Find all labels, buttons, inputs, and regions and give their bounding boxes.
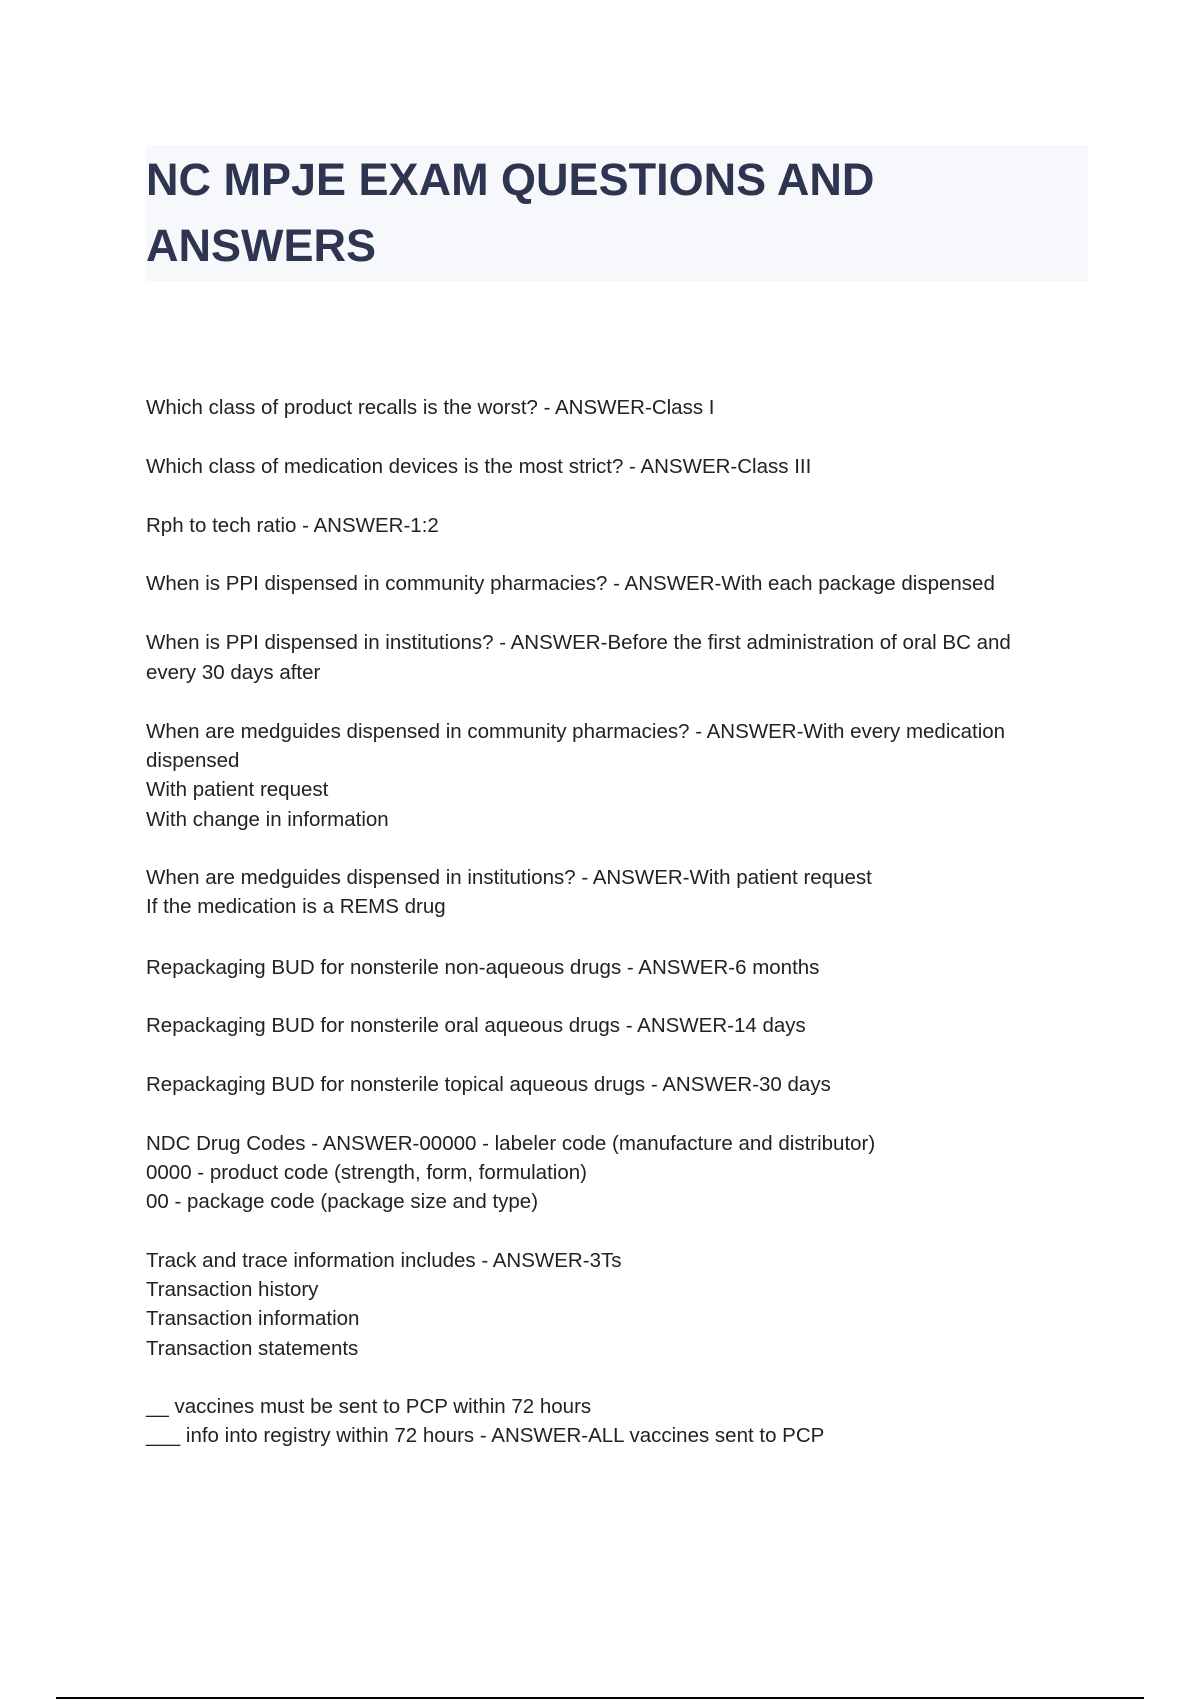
qa-line-medguide-institutions: When are medguides dispensed in institutions? - ANSWER-With patient request bbox=[146, 866, 872, 889]
qa-line-continuation: every 30 days after bbox=[146, 661, 321, 684]
qa-line-continuation: ___ info into registry within 72 hours - ANSWER-ALL vaccines sent to PCP bbox=[146, 1424, 825, 1447]
qa-line-continuation: With change in information bbox=[146, 808, 389, 831]
qa-line-ndc-codes: NDC Drug Codes - ANSWER-00000 - labeler code (manufacture and distributor) bbox=[146, 1132, 876, 1155]
qa-line-bud-topical-aqueous: Repackaging BUD for nonsterile topical aqueous drugs - ANSWER-30 days bbox=[146, 1073, 831, 1096]
qa-line-continuation: 00 - package code (package size and type) bbox=[146, 1190, 539, 1213]
qa-line-continuation: 0000 - product code (strength, form, formulation) bbox=[146, 1161, 587, 1184]
document-title-line-2: ANSWERS bbox=[146, 220, 377, 271]
qa-line-continuation: Transaction history bbox=[146, 1278, 319, 1301]
qa-line-track-trace: Track and trace information includes - ANSWER-3Ts bbox=[146, 1249, 622, 1272]
qa-line-bud-oral-aqueous: Repackaging BUD for nonsterile oral aqueous drugs - ANSWER-14 days bbox=[146, 1014, 806, 1037]
qa-line-continuation: Transaction information bbox=[146, 1307, 360, 1330]
document-title-line-1: NC MPJE EXAM QUESTIONS AND bbox=[146, 154, 875, 205]
qa-line-medguide-community: When are medguides dispensed in community pharmacies? - ANSWER-With every medication bbox=[146, 720, 1006, 743]
title-block bbox=[146, 145, 1088, 281]
qa-line-vaccines-pcp: __ vaccines must be sent to PCP within 72 hours bbox=[146, 1395, 592, 1418]
qa-line-ppi-community: When is PPI dispensed in community pharmacies? - ANSWER-With each package dispensed bbox=[146, 572, 995, 595]
qa-line-recall-class: Which class of product recalls is the worst? - ANSWER-Class I bbox=[146, 396, 715, 419]
qa-line-ppi-institutions: When is PPI dispensed in institutions? - ANSWER-Before the first administration of oral BC and bbox=[146, 631, 1011, 654]
qa-line-continuation: dispensed bbox=[146, 749, 240, 772]
qa-line-device-class: Which class of medication devices is the most strict? - ANSWER-Class III bbox=[146, 455, 812, 478]
qa-line-bud-nonaqueous: Repackaging BUD for nonsterile non-aqueous drugs - ANSWER-6 months bbox=[146, 956, 820, 979]
qa-line-continuation: Transaction statements bbox=[146, 1337, 359, 1360]
footer-rule bbox=[56, 1697, 1144, 1699]
qa-line-tech-ratio: Rph to tech ratio - ANSWER-1:2 bbox=[146, 514, 439, 537]
qa-line-continuation: With patient request bbox=[146, 778, 329, 801]
qa-line-continuation: If the medication is a REMS drug bbox=[146, 895, 446, 918]
